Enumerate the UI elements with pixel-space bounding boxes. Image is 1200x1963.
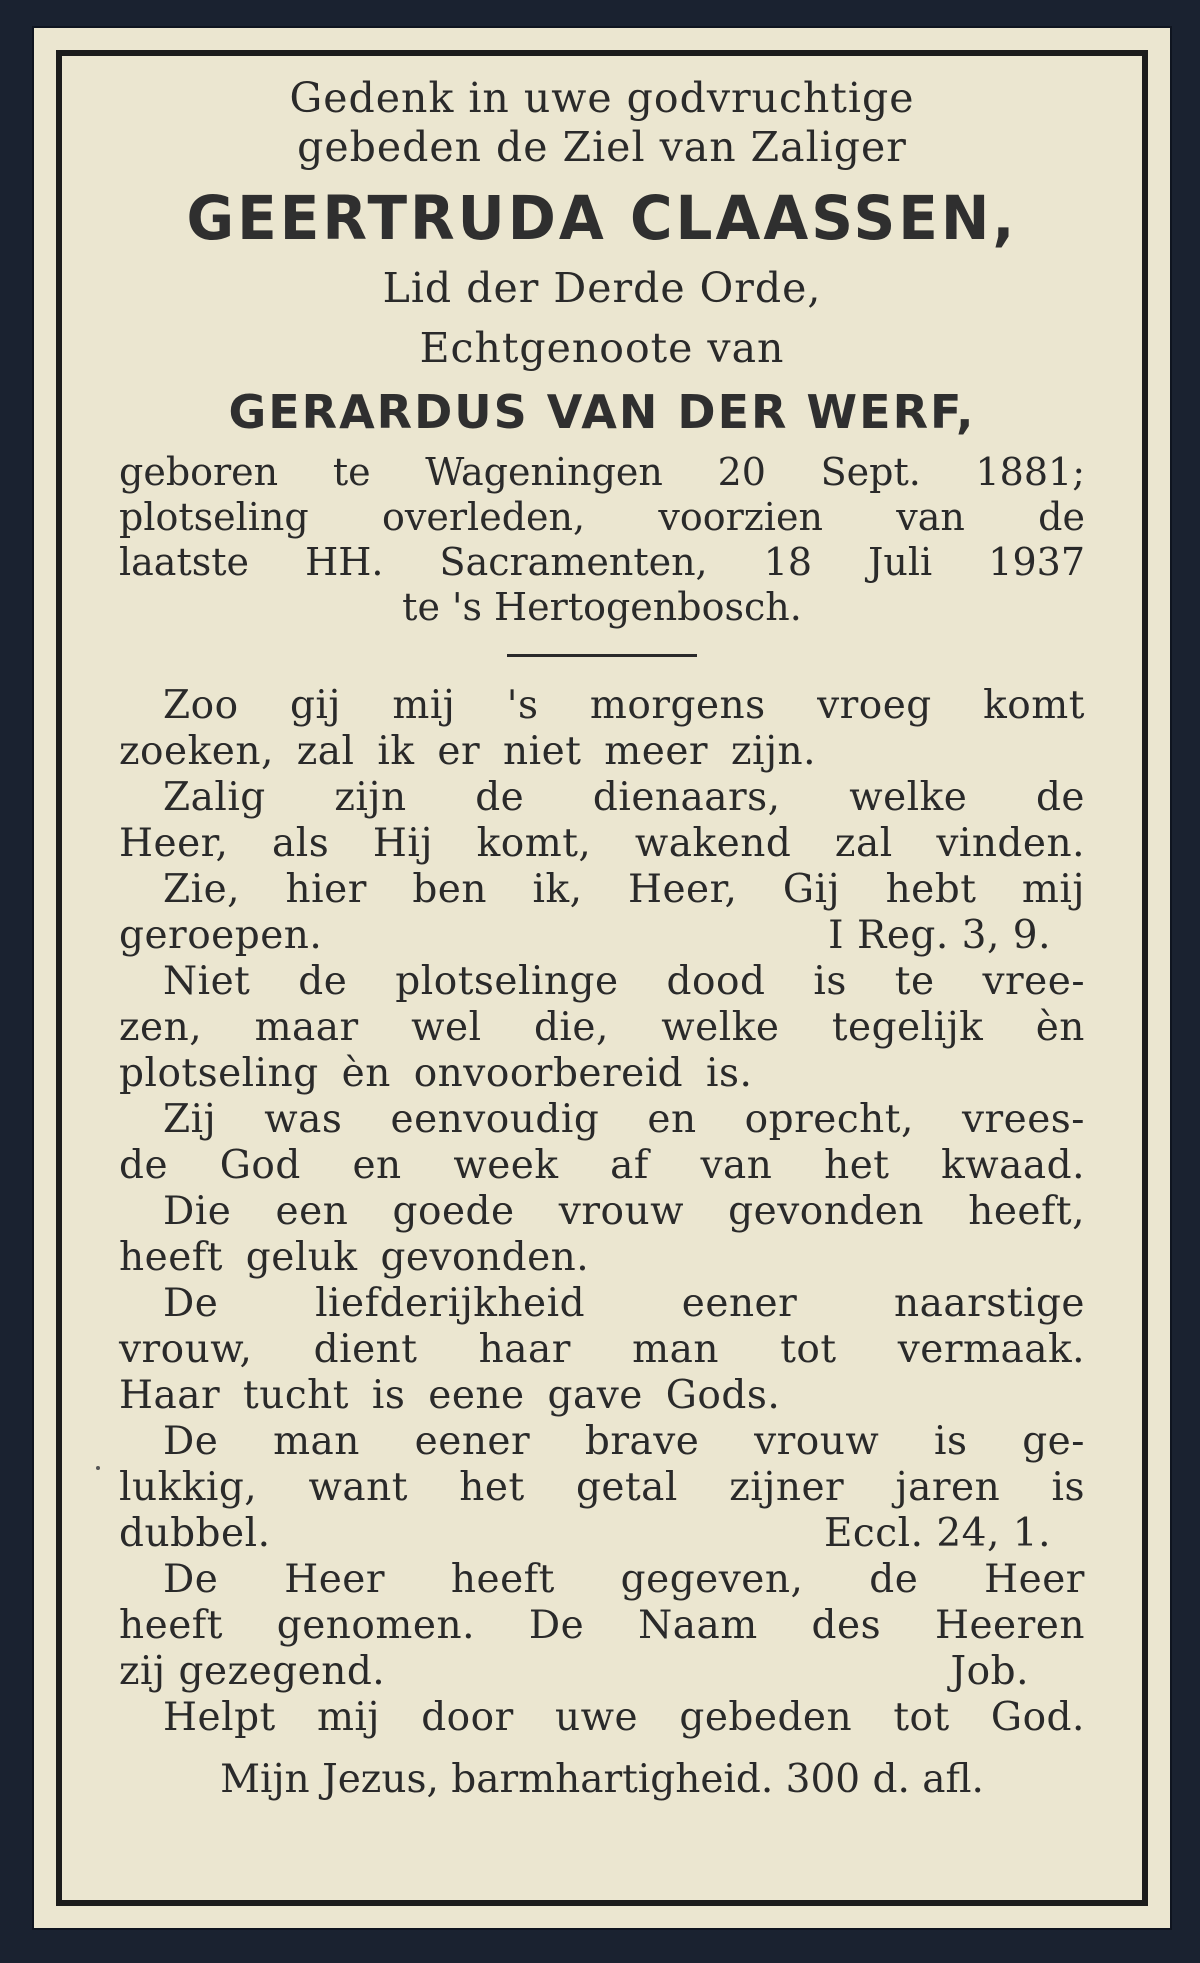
verse-word: vree- bbox=[982, 959, 1085, 1004]
verse-word: vermaak. bbox=[897, 1327, 1085, 1372]
verse-word: komt, bbox=[476, 821, 592, 866]
verse-word: ge- bbox=[1022, 1419, 1085, 1464]
verse-word: Zij bbox=[163, 1097, 217, 1142]
verse-word: het bbox=[459, 1465, 525, 1510]
biography bbox=[119, 450, 1085, 630]
verse-text bbox=[163, 1419, 1085, 1465]
verse-text: dubbel. bbox=[119, 1511, 271, 1556]
verse-word: is bbox=[1051, 1465, 1085, 1510]
verse-line bbox=[119, 1557, 1085, 1603]
verse-line bbox=[119, 1143, 1085, 1189]
verse-word: eenvoudig bbox=[390, 1097, 600, 1142]
verse-line bbox=[119, 959, 1085, 1005]
card-content bbox=[119, 74, 1085, 1805]
verse-word: Heer bbox=[984, 1557, 1085, 1602]
verse-word: van bbox=[700, 1143, 773, 1188]
verse-word: vrouw, bbox=[119, 1327, 253, 1372]
verse-word: Naam bbox=[638, 1603, 758, 1648]
verse-reference: Job. bbox=[950, 1649, 1029, 1694]
divider-rule bbox=[507, 654, 697, 657]
verse-word: en bbox=[352, 1143, 402, 1188]
verse-word: tot bbox=[893, 1695, 950, 1740]
verse-text: zij gezegend. bbox=[119, 1649, 386, 1694]
verse-word: dient bbox=[313, 1327, 418, 1372]
verse-word: dood bbox=[666, 959, 766, 1004]
verse-word: de bbox=[1035, 775, 1085, 820]
verse-word: de bbox=[475, 775, 525, 820]
verse-word: God bbox=[219, 1143, 301, 1188]
verse-word: Zoo bbox=[163, 683, 239, 728]
verse-reference: I Reg. 3, 9. bbox=[828, 913, 1051, 958]
verse-word: eener bbox=[681, 1281, 798, 1326]
verse-word: De bbox=[163, 1557, 219, 1602]
verse-word: was bbox=[264, 1097, 343, 1142]
print-speck bbox=[96, 1466, 100, 1470]
verse-word: De bbox=[528, 1603, 585, 1648]
bio-line: te 's Hertogenbosch. bbox=[402, 585, 802, 629]
verse-line bbox=[119, 1281, 1085, 1327]
verse-word: ik, bbox=[532, 867, 583, 912]
verse-text bbox=[119, 1143, 1085, 1189]
verse-word: tot bbox=[780, 1327, 837, 1372]
verse-line bbox=[119, 1097, 1085, 1143]
verse-word: des bbox=[811, 1603, 882, 1648]
verse-word: naarstige bbox=[894, 1281, 1085, 1326]
verse-line bbox=[119, 729, 1085, 775]
verse-line bbox=[119, 1649, 1085, 1695]
verse-word: genomen. bbox=[276, 1603, 475, 1648]
verse-word: èn bbox=[1035, 1005, 1085, 1050]
verse-word: want bbox=[308, 1465, 408, 1510]
verse-word: vroeg bbox=[817, 683, 932, 728]
verse-word: gebeden bbox=[679, 1695, 853, 1740]
verse-word: de bbox=[298, 959, 348, 1004]
order-line: Lid der Derde Orde, bbox=[382, 264, 822, 312]
verse-word: Heer, bbox=[627, 867, 738, 912]
verse-word: man bbox=[273, 1419, 360, 1464]
verse-word: Heeren bbox=[934, 1603, 1085, 1648]
verse-line bbox=[119, 913, 1085, 959]
verse-word: Hij bbox=[372, 821, 433, 866]
verse-line bbox=[119, 1005, 1085, 1051]
verse-word: heeft bbox=[450, 1557, 555, 1602]
verse-word: vrees- bbox=[961, 1097, 1085, 1142]
verse-word: wel bbox=[411, 1005, 482, 1050]
verse-text: zoeken, zal ik er niet meer zijn. bbox=[119, 729, 817, 774]
verse-word: man bbox=[632, 1327, 719, 1372]
verse-text bbox=[163, 1097, 1085, 1143]
verse-word: Niet bbox=[163, 959, 251, 1004]
verse-word: De bbox=[163, 1281, 219, 1326]
verse-word: welke bbox=[849, 775, 968, 820]
verse-line bbox=[119, 1327, 1085, 1373]
verse-word: zen, bbox=[119, 1005, 203, 1050]
verse-word: Zie, bbox=[163, 867, 241, 912]
verse-word: plotselinge bbox=[395, 959, 619, 1004]
verse-text: geroepen. bbox=[119, 913, 323, 958]
verse-text bbox=[163, 1281, 1085, 1327]
verse-word: morgens bbox=[589, 683, 766, 728]
verse-word: is bbox=[813, 959, 847, 1004]
verse-word: komt bbox=[983, 683, 1085, 728]
verse-word: hebt bbox=[885, 867, 977, 912]
spouse-name: GERARDUS VAN DER WERF, bbox=[228, 385, 976, 439]
verse-text: plotseling èn onvoorbereid is. bbox=[119, 1051, 753, 1096]
verse-word: maar bbox=[254, 1005, 359, 1050]
verse-word: brave bbox=[584, 1419, 700, 1464]
bio-line: plotseling overleden, voorzien van de bbox=[119, 495, 1085, 539]
verse-word: hier bbox=[285, 867, 367, 912]
verse-line bbox=[119, 1603, 1085, 1649]
verse-line bbox=[119, 1189, 1085, 1235]
verse-word: een bbox=[275, 1189, 349, 1234]
verse-word: heeft bbox=[119, 1603, 223, 1648]
verse-word: is bbox=[933, 1419, 968, 1464]
verse-word: wakend bbox=[634, 821, 792, 866]
verse-word: De bbox=[163, 1419, 219, 1464]
verse-word: week bbox=[453, 1143, 559, 1188]
verse-text bbox=[163, 683, 1085, 729]
verse-line bbox=[119, 867, 1085, 913]
verse-word: gij bbox=[289, 683, 341, 728]
memorial-card bbox=[34, 28, 1170, 1928]
verse-word: die, bbox=[533, 1005, 609, 1050]
verse-word: getal bbox=[575, 1465, 678, 1510]
verse-word: liefderijkheid bbox=[315, 1281, 586, 1326]
verse-word: Zalig bbox=[163, 775, 266, 820]
verse-word: haar bbox=[478, 1327, 571, 1372]
verse-text bbox=[163, 1189, 1085, 1235]
verse-text bbox=[119, 1327, 1085, 1373]
verse-word: te bbox=[894, 959, 935, 1004]
verse-line bbox=[119, 821, 1085, 867]
intro-line: gebeden de Ziel van Zaliger bbox=[297, 123, 907, 171]
verse-word: zal bbox=[834, 821, 893, 866]
verse-word: God. bbox=[990, 1695, 1085, 1740]
verse-text bbox=[119, 1465, 1085, 1511]
verse-word: dienaars, bbox=[592, 775, 781, 820]
verse-word: Die bbox=[163, 1189, 232, 1234]
verse-line bbox=[119, 1419, 1085, 1465]
verse-word: gevonden bbox=[728, 1189, 924, 1234]
bio-line: laatste HH. Sacramenten, 18 Juli 1937 bbox=[119, 540, 1085, 584]
bio-line: geboren te Wageningen 20 Sept. 1881; bbox=[119, 450, 1085, 494]
verse-word: Heer, bbox=[119, 821, 229, 866]
verse-text bbox=[119, 1005, 1085, 1051]
verse-word: ben bbox=[412, 867, 487, 912]
verse-word: vrouw bbox=[558, 1189, 684, 1234]
verse-line bbox=[119, 1465, 1085, 1511]
verse-word: af bbox=[610, 1143, 649, 1188]
verse-word: en bbox=[647, 1097, 697, 1142]
verse-word: mij bbox=[1021, 867, 1085, 912]
verse-text bbox=[119, 821, 1085, 867]
verse-word: vinden. bbox=[936, 821, 1085, 866]
verse-word: heeft, bbox=[968, 1189, 1085, 1234]
deceased-name: GEERTRUDA CLAASSEN, bbox=[186, 182, 1018, 254]
verse-line bbox=[119, 1511, 1085, 1557]
verse-line bbox=[119, 775, 1085, 821]
verse-word: Helpt bbox=[163, 1695, 276, 1740]
verse-word: oprecht, bbox=[744, 1097, 914, 1142]
verse-text bbox=[163, 1557, 1085, 1603]
verse-text: heeft geluk gevonden. bbox=[119, 1235, 590, 1280]
verse-reference: Eccl. 24, 1. bbox=[823, 1511, 1051, 1556]
intro-line: Gedenk in uwe godvruchtige bbox=[289, 74, 915, 122]
verse-text bbox=[119, 1603, 1085, 1649]
verse-text bbox=[163, 775, 1085, 821]
spouse-intro: Echtgenoote van bbox=[419, 324, 785, 372]
verse-word: 's bbox=[506, 683, 539, 728]
verse-word: vrouw bbox=[754, 1419, 880, 1464]
verse-word: eener bbox=[414, 1419, 531, 1464]
scripture-verses bbox=[119, 683, 1085, 1741]
verse-word: het bbox=[824, 1143, 890, 1188]
verse-word: goede bbox=[392, 1189, 515, 1234]
verse-line bbox=[119, 683, 1085, 729]
verse-text bbox=[163, 867, 1085, 913]
verse-text bbox=[163, 959, 1085, 1005]
verse-word: Heer bbox=[284, 1557, 386, 1602]
verse-word: uwe bbox=[555, 1695, 639, 1740]
verse-word: zijner bbox=[729, 1465, 845, 1510]
verse-word: door bbox=[421, 1695, 514, 1740]
verse-word: de bbox=[869, 1557, 919, 1602]
verse-line bbox=[119, 1695, 1085, 1741]
verse-word: jaren bbox=[895, 1465, 1001, 1510]
verse-line bbox=[119, 1235, 1085, 1281]
verse-line bbox=[119, 1373, 1085, 1419]
verse-word: de bbox=[119, 1143, 169, 1188]
verse-word: mij bbox=[392, 683, 456, 728]
verse-text: Haar tucht is eene gave Gods. bbox=[119, 1373, 781, 1418]
verse-word: kwaad. bbox=[941, 1143, 1085, 1188]
verse-word: gegeven, bbox=[620, 1557, 804, 1602]
verse-text bbox=[163, 1695, 1085, 1741]
verse-word: tegelijk bbox=[831, 1005, 984, 1050]
verse-word: mij bbox=[316, 1695, 380, 1740]
verse-word: welke bbox=[661, 1005, 780, 1050]
verse-word: lukkig, bbox=[119, 1465, 258, 1510]
intro-text bbox=[119, 74, 1085, 172]
verse-word: als bbox=[272, 821, 330, 866]
verse-word: zijn bbox=[334, 775, 407, 820]
verse-word: Gij bbox=[782, 867, 841, 912]
indulgence-footer: Mijn Jezus, barmhartigheid. 300 d. afl. bbox=[220, 1757, 984, 1802]
verse-line bbox=[119, 1051, 1085, 1097]
